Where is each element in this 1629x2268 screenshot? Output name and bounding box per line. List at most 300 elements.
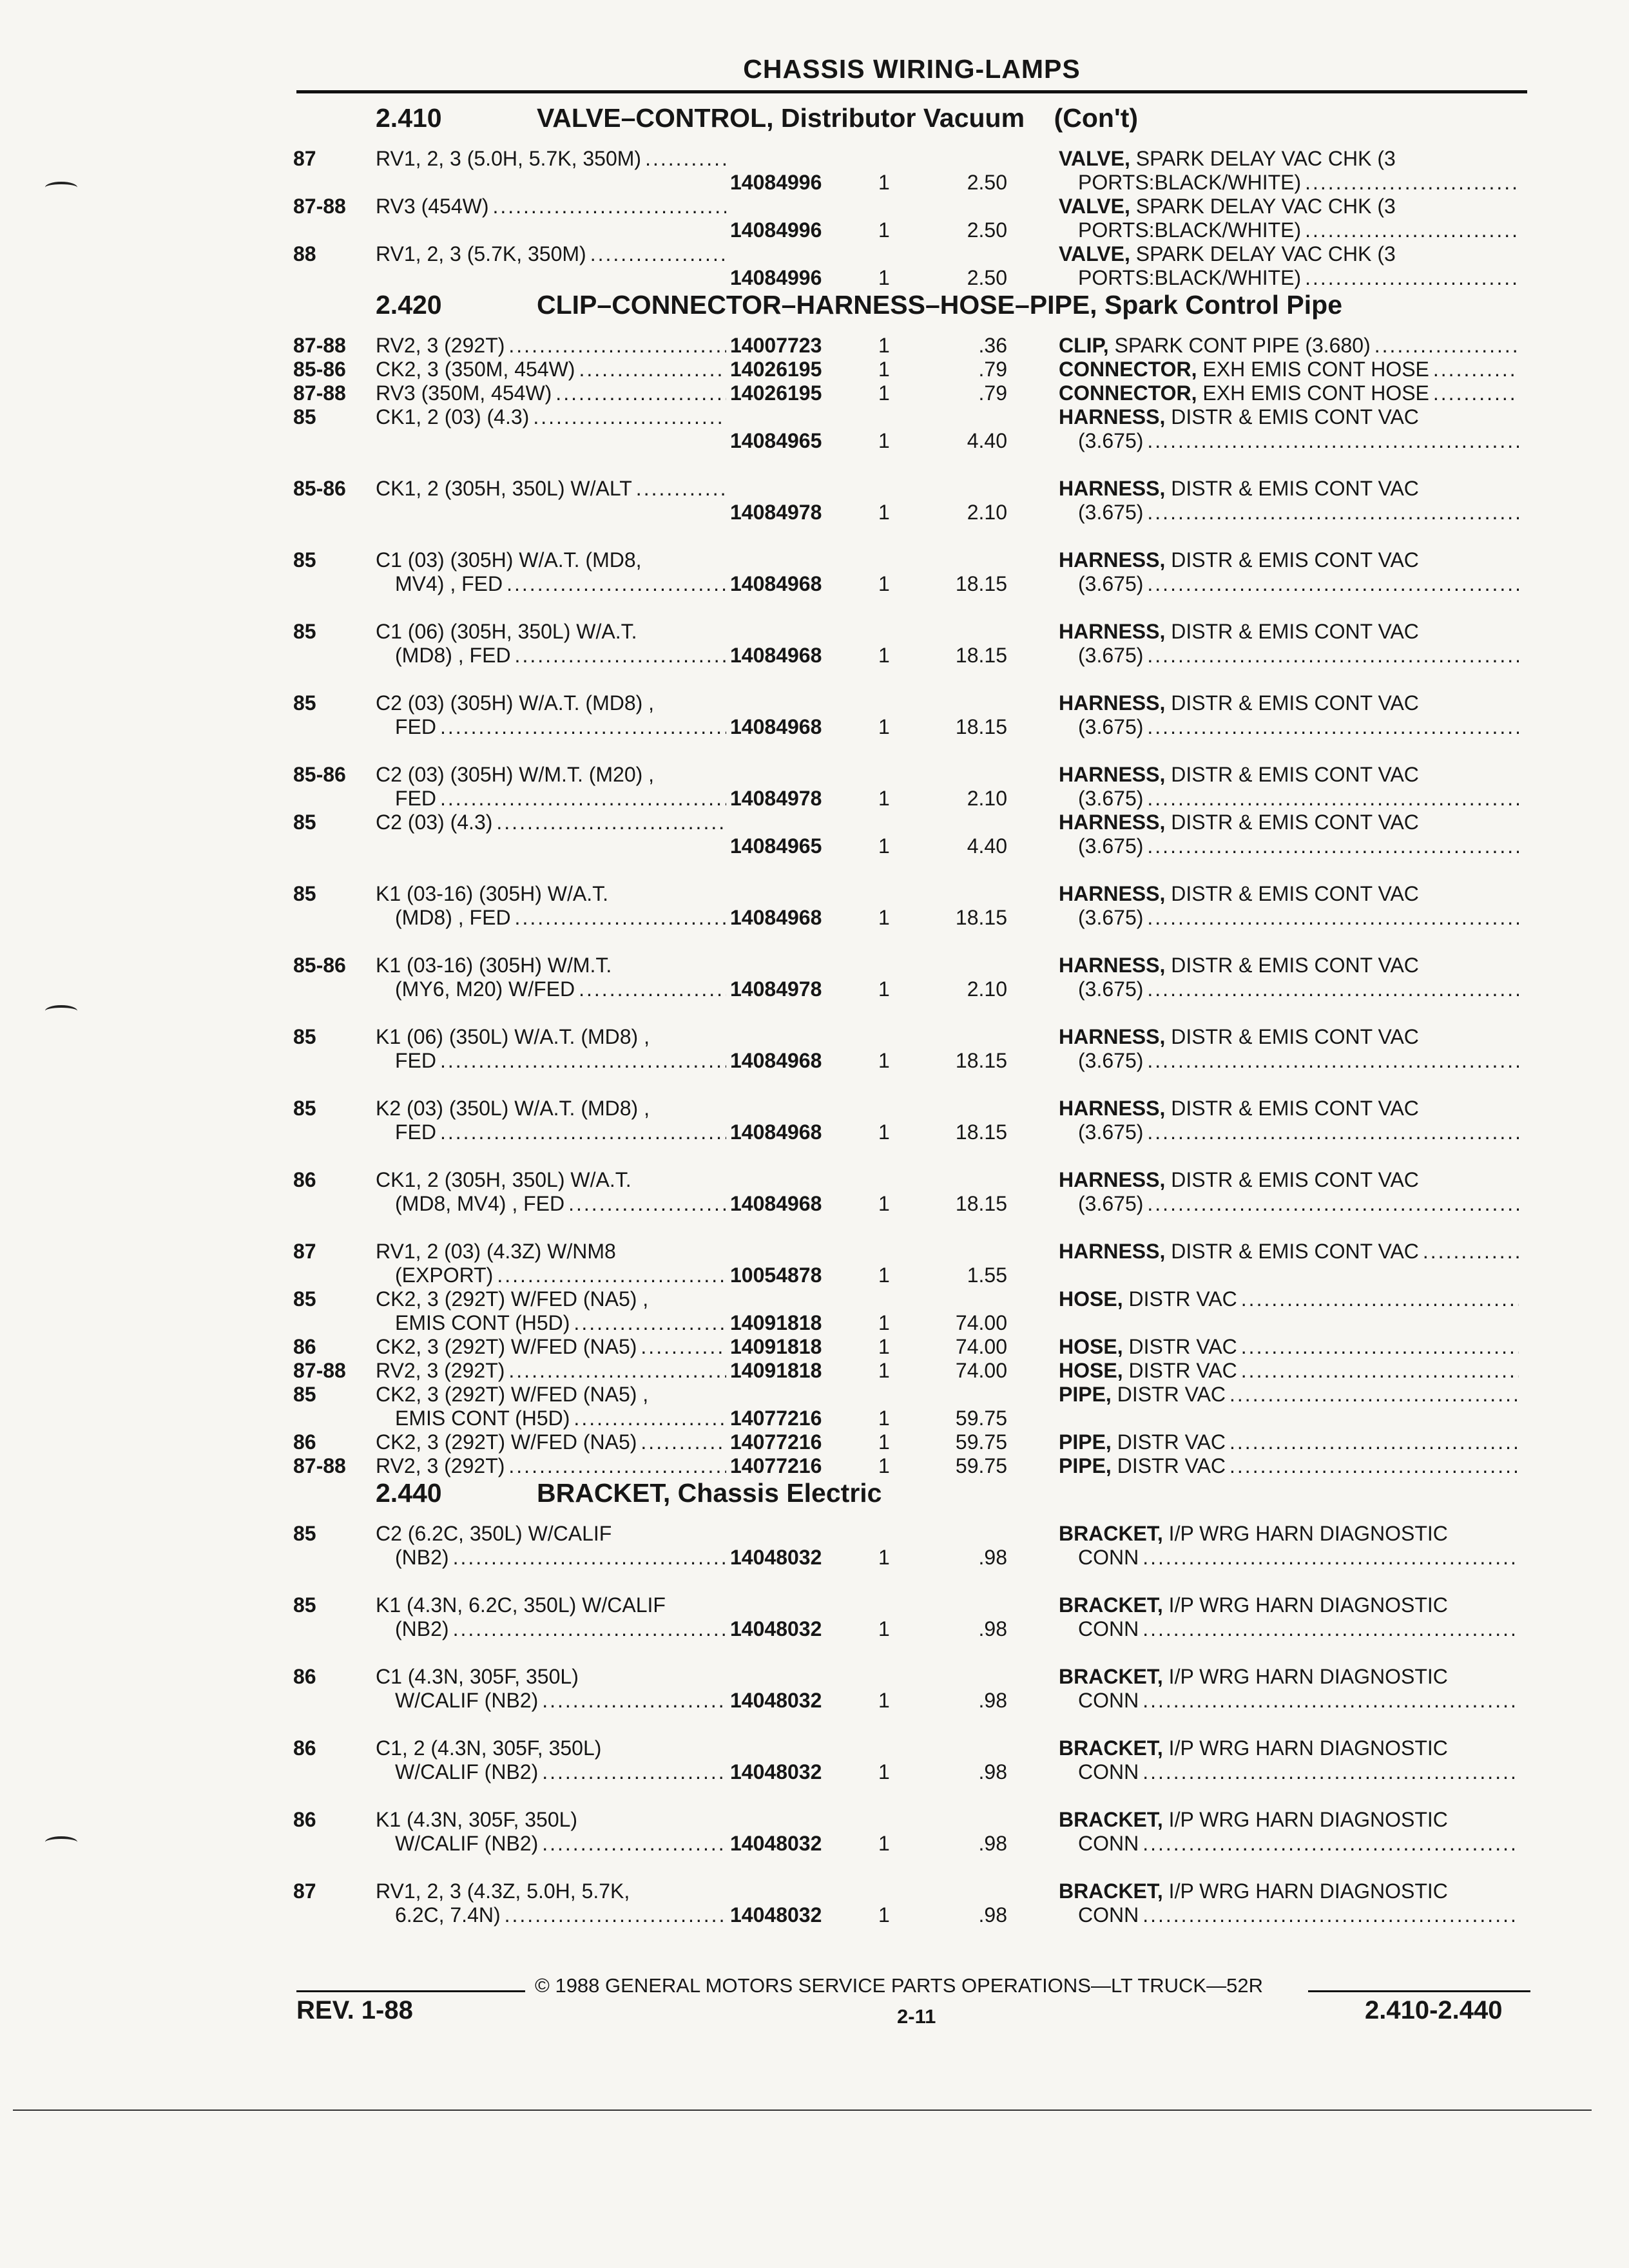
- dot-leader: [1241, 1287, 1519, 1311]
- table-row: [293, 477, 1537, 524]
- description-line: [1059, 381, 1523, 405]
- table-row: [293, 882, 1537, 930]
- description-line: [1059, 1025, 1523, 1049]
- quantity: 1: [878, 1832, 890, 1855]
- application: [376, 1593, 730, 1641]
- description-text: PORTS:BLACK/WHITE): [1078, 218, 1302, 242]
- quantity: 1: [878, 1264, 890, 1287]
- quantity: 1: [878, 977, 890, 1001]
- part-name: CONNECTOR,: [1059, 358, 1197, 381]
- application-text: CK1, 2 (305H, 350L) W/A.T.: [376, 1168, 631, 1191]
- application: [376, 1359, 730, 1383]
- dot-leader: [1147, 1049, 1519, 1073]
- section-title: CLIP–CONNECTOR–HARNESS–HOSE–PIPE, Spark Control Pipe: [537, 290, 1343, 320]
- part-number: 14084965: [730, 429, 822, 452]
- price: 74.00: [955, 1311, 1007, 1334]
- application-text: (MY6, M20) W/FED: [395, 977, 575, 1001]
- application: [376, 405, 730, 429]
- part-number: 14084996: [730, 171, 822, 194]
- description-text: DISTR & EMIS CONT VAC: [1171, 882, 1419, 905]
- quantity: 1: [878, 1689, 890, 1712]
- application-line: [376, 147, 730, 171]
- description-line: [1059, 1760, 1523, 1784]
- application: [376, 358, 730, 381]
- description-text: DISTR VAC: [1117, 1454, 1226, 1477]
- dot-leader: [641, 1335, 726, 1359]
- part-number: 14084978: [730, 787, 822, 810]
- price: 18.15: [955, 715, 1007, 738]
- table-row: [293, 1335, 1537, 1359]
- price: .36: [978, 334, 1007, 357]
- section-title: BRACKET, Chassis Electric: [537, 1478, 882, 1508]
- description-line: [1059, 1192, 1523, 1216]
- part-number: 14048032: [730, 1617, 822, 1640]
- description-line: [1059, 1120, 1523, 1144]
- part-name: VALVE,: [1059, 147, 1130, 170]
- description-line: [1059, 763, 1523, 787]
- description-text: DISTR & EMIS CONT VAC: [1171, 1168, 1419, 1191]
- description-text: DISTR VAC: [1128, 1359, 1237, 1382]
- application-line: [376, 405, 730, 429]
- dot-leader: [1147, 572, 1519, 596]
- table-row: [293, 620, 1537, 668]
- description: [1059, 811, 1523, 858]
- application-line: [376, 811, 730, 834]
- description-text: (3.675): [1078, 1192, 1144, 1215]
- dot-leader: [1147, 501, 1519, 524]
- description-line: [1059, 1049, 1523, 1073]
- description-text: (3.675): [1078, 644, 1144, 667]
- part-name: PIPE,: [1059, 1454, 1112, 1477]
- application-line: [376, 1359, 730, 1383]
- table-row: [293, 1879, 1537, 1927]
- application-text: (MD8, MV4) , FED: [395, 1192, 565, 1215]
- table-row: [293, 358, 1537, 381]
- description-text: (3.675): [1078, 906, 1144, 929]
- description-text: (3.675): [1078, 501, 1144, 524]
- description-line: [1059, 266, 1523, 290]
- description: [1059, 405, 1523, 453]
- application-text: C1 (4.3N, 305F, 350L): [376, 1665, 579, 1688]
- description-text: DISTR & EMIS CONT VAC: [1171, 405, 1419, 428]
- dot-leader: [496, 811, 726, 834]
- description-line: [1059, 1383, 1523, 1407]
- footer-page-number: 2-11: [897, 2005, 936, 2028]
- part-number: 14084996: [730, 266, 822, 289]
- part-name: HARNESS,: [1059, 882, 1166, 905]
- part-name: CONNECTOR,: [1059, 381, 1197, 405]
- description: [1059, 1359, 1523, 1383]
- application-line: [376, 906, 730, 930]
- application-line: [376, 1454, 730, 1478]
- model-year: 85: [293, 1593, 316, 1617]
- description-line: [1059, 1430, 1523, 1454]
- application-text: W/CALIF (NB2): [395, 1689, 539, 1712]
- model-year: 86: [293, 1808, 316, 1831]
- price: 1.55: [967, 1264, 1007, 1287]
- description-text: I/P WRG HARN DIAGNOSTIC: [1168, 1736, 1448, 1760]
- part-name: VALVE,: [1059, 242, 1130, 265]
- dot-leader: [1229, 1383, 1519, 1407]
- dot-leader: [1374, 334, 1519, 358]
- quantity: 1: [878, 171, 890, 194]
- quantity: 1: [878, 381, 890, 405]
- application-text: W/CALIF (NB2): [395, 1760, 539, 1783]
- application: [376, 954, 730, 1001]
- part-number: 14084978: [730, 501, 822, 524]
- model-year: 87: [293, 147, 316, 170]
- description-line: [1059, 242, 1523, 266]
- header-rule: [296, 90, 1527, 93]
- model-year: 86: [293, 1665, 316, 1688]
- dot-leader: [1142, 1760, 1519, 1784]
- application-text: 6.2C, 7.4N): [395, 1903, 501, 1927]
- model-year: 85: [293, 1522, 316, 1545]
- application-line: [376, 1546, 730, 1570]
- table-row: [293, 811, 1537, 858]
- description-text: DISTR & EMIS CONT VAC: [1171, 1097, 1419, 1120]
- description-text: DISTR VAC: [1117, 1430, 1226, 1454]
- application-line: [376, 1335, 730, 1359]
- quantity: 1: [878, 1903, 890, 1927]
- description-line: [1059, 477, 1523, 501]
- application-text: K2 (03) (350L) W/A.T. (MD8) ,: [376, 1097, 650, 1120]
- description-text: DISTR & EMIS CONT VAC: [1171, 477, 1419, 500]
- application-line: [376, 1168, 730, 1192]
- model-year: 87: [293, 1240, 316, 1263]
- description-line: [1059, 334, 1523, 358]
- description-line: [1059, 548, 1523, 572]
- dot-leader: [1305, 266, 1519, 290]
- parts-catalog: [293, 103, 1537, 1951]
- dot-leader: [645, 147, 726, 171]
- part-name: BRACKET,: [1059, 1665, 1163, 1688]
- model-year: 85: [293, 1287, 316, 1311]
- table-row: [293, 1454, 1537, 1478]
- description-line: [1059, 1593, 1523, 1617]
- part-number: 14091818: [730, 1335, 822, 1358]
- quantity: 1: [878, 1617, 890, 1640]
- quantity: 1: [878, 1407, 890, 1430]
- application-text: K1 (06) (350L) W/A.T. (MD8) ,: [376, 1025, 650, 1048]
- application-line: [376, 1407, 730, 1430]
- price: 2.50: [967, 266, 1007, 289]
- application-line: [376, 1522, 730, 1546]
- application-text: FED: [395, 1120, 436, 1144]
- quantity: 1: [878, 1430, 890, 1454]
- model-year: 86: [293, 1335, 316, 1358]
- table-row: [293, 1168, 1537, 1216]
- application: [376, 477, 730, 501]
- application-line: [376, 1879, 730, 1903]
- table-row: [293, 147, 1537, 195]
- application-text: C2 (03) (305H) W/M.T. (M20) ,: [376, 763, 655, 786]
- part-number: 14048032: [730, 1760, 822, 1783]
- application-line: [376, 763, 730, 787]
- dot-leader: [579, 358, 726, 381]
- description-text: DISTR & EMIS CONT VAC: [1171, 548, 1419, 572]
- application: [376, 1665, 730, 1713]
- part-number: 14084978: [730, 977, 822, 1001]
- application: [376, 691, 730, 739]
- description-text: SPARK DELAY VAC CHK (3: [1135, 147, 1396, 170]
- dot-leader: [453, 1546, 726, 1570]
- quantity: 1: [878, 1120, 890, 1144]
- part-name: BRACKET,: [1059, 1808, 1163, 1831]
- dot-leader: [506, 572, 726, 596]
- description-line: [1059, 1522, 1523, 1546]
- description-text: DISTR & EMIS CONT VAC: [1171, 954, 1419, 977]
- description-text: SPARK DELAY VAC CHK (3: [1135, 195, 1396, 218]
- part-number: 14077216: [730, 1430, 822, 1454]
- application-line: [376, 1311, 730, 1335]
- part-name: VALVE,: [1059, 195, 1130, 218]
- model-year: 85: [293, 811, 316, 834]
- description: [1059, 1097, 1523, 1144]
- part-number: 14084968: [730, 715, 822, 738]
- description-line: [1059, 1665, 1523, 1689]
- quantity: 1: [878, 218, 890, 242]
- application-line: [376, 381, 730, 405]
- application-text: C2 (03) (305H) W/A.T. (MD8) ,: [376, 691, 655, 715]
- application: [376, 1287, 730, 1335]
- description-line: [1059, 218, 1523, 242]
- quantity: 1: [878, 358, 890, 381]
- description-text: I/P WRG HARN DIAGNOSTIC: [1168, 1808, 1448, 1831]
- price: 4.40: [967, 429, 1007, 452]
- table-row: [293, 1522, 1537, 1570]
- application-line: [376, 1192, 730, 1216]
- price: .98: [978, 1689, 1007, 1712]
- description-text: DISTR & EMIS CONT VAC: [1171, 1025, 1419, 1048]
- part-name: HARNESS,: [1059, 1025, 1166, 1048]
- application-line: [376, 477, 730, 501]
- table-row: [293, 1593, 1537, 1641]
- application-text: RV2, 3 (292T): [376, 1454, 505, 1477]
- part-number: 14091818: [730, 1311, 822, 1334]
- description-line: [1059, 691, 1523, 715]
- footer-revision: REV. 1-88: [296, 1996, 413, 2024]
- dot-leader: [568, 1192, 726, 1216]
- description-text: CONN: [1078, 1617, 1139, 1640]
- part-name: HARNESS,: [1059, 1097, 1166, 1120]
- part-number: 14084965: [730, 834, 822, 858]
- description-line: [1059, 977, 1523, 1001]
- price: .79: [978, 381, 1007, 405]
- description: [1059, 1808, 1523, 1856]
- application-line: [376, 691, 730, 715]
- price: 4.40: [967, 834, 1007, 858]
- description-text: (3.675): [1078, 572, 1144, 595]
- table-row: [293, 691, 1537, 739]
- application-line: [376, 334, 730, 358]
- price: .98: [978, 1903, 1007, 1927]
- description: [1059, 1665, 1523, 1713]
- model-year: 87: [293, 1879, 316, 1903]
- application-text: RV1, 2 (03) (4.3Z) W/NM8: [376, 1240, 616, 1263]
- application-text: (EXPORT): [395, 1264, 494, 1287]
- model-year: 86: [293, 1430, 316, 1454]
- application: [376, 620, 730, 668]
- description: [1059, 195, 1523, 242]
- description-text: EXH EMIS CONT HOSE: [1202, 358, 1429, 381]
- dot-leader: [508, 1454, 726, 1478]
- price: 18.15: [955, 1192, 1007, 1215]
- description: [1059, 882, 1523, 930]
- model-year: 85-86: [293, 763, 346, 786]
- description-text: I/P WRG HARN DIAGNOSTIC: [1168, 1522, 1448, 1545]
- application-line: [376, 1760, 730, 1784]
- table-row: [293, 405, 1537, 453]
- table-row: [293, 1383, 1537, 1430]
- part-name: BRACKET,: [1059, 1879, 1163, 1903]
- part-name: PIPE,: [1059, 1430, 1112, 1454]
- table-row: [293, 1808, 1537, 1856]
- description-line: [1059, 834, 1523, 858]
- dot-leader: [1147, 977, 1519, 1001]
- model-year: 85: [293, 1025, 316, 1048]
- table-row: [293, 1240, 1537, 1287]
- quantity: 1: [878, 266, 890, 289]
- application-text: RV2, 3 (292T): [376, 1359, 505, 1382]
- part-name: HARNESS,: [1059, 405, 1166, 428]
- description-line: [1059, 147, 1523, 171]
- quantity: 1: [878, 906, 890, 929]
- dot-leader: [1142, 1617, 1519, 1641]
- application-text: (MD8) , FED: [395, 644, 511, 667]
- description-line: [1059, 882, 1523, 906]
- description-text: EXH EMIS CONT HOSE: [1202, 381, 1429, 405]
- price: 59.75: [955, 1454, 1007, 1477]
- description: [1059, 1522, 1523, 1570]
- table-row: [293, 1097, 1537, 1144]
- description: [1059, 381, 1523, 405]
- application-line: [376, 1097, 730, 1120]
- table-row: [293, 1287, 1537, 1335]
- description-line: [1059, 1287, 1523, 1311]
- application-line: [376, 1120, 730, 1144]
- footer-copyright: © 1988 GENERAL MOTORS SERVICE PARTS OPERATIONS—LT TRUCK—52R: [535, 1974, 1263, 1997]
- description-line: [1059, 572, 1523, 596]
- quantity: 1: [878, 334, 890, 357]
- description: [1059, 548, 1523, 596]
- quantity: 1: [878, 1049, 890, 1072]
- dot-leader: [542, 1832, 726, 1856]
- price: 2.10: [967, 787, 1007, 810]
- dot-leader: [579, 977, 726, 1001]
- description-text: I/P WRG HARN DIAGNOSTIC: [1168, 1593, 1448, 1617]
- application-text: C2 (03) (4.3): [376, 811, 493, 834]
- price: 18.15: [955, 1049, 1007, 1072]
- model-year: 85-86: [293, 358, 346, 381]
- dot-leader: [505, 1903, 726, 1927]
- quantity: 1: [878, 715, 890, 738]
- table-row: [293, 242, 1537, 290]
- section-number: 2.440: [376, 1478, 442, 1508]
- description: [1059, 147, 1523, 195]
- description-line: [1059, 171, 1523, 195]
- part-number: 14048032: [730, 1832, 822, 1855]
- description: [1059, 1879, 1523, 1927]
- application: [376, 548, 730, 596]
- application-line: [376, 195, 730, 218]
- description-line: [1059, 429, 1523, 453]
- application-text: RV1, 2, 3 (4.3Z, 5.0H, 5.7K,: [376, 1879, 630, 1903]
- part-name: HARNESS,: [1059, 1168, 1166, 1191]
- description-line: [1059, 1454, 1523, 1478]
- part-name: HARNESS,: [1059, 620, 1166, 643]
- model-year: 85: [293, 405, 316, 428]
- description-text: (3.675): [1078, 977, 1144, 1001]
- dot-leader: [542, 1760, 726, 1784]
- description-text: (3.675): [1078, 1120, 1144, 1144]
- application-text: CK1, 2 (03) (4.3): [376, 405, 530, 428]
- table-row: [293, 1665, 1537, 1713]
- application-text: C1, 2 (4.3N, 305F, 350L): [376, 1736, 602, 1760]
- description: [1059, 1240, 1523, 1264]
- part-number: 14084968: [730, 906, 822, 929]
- description-text: PORTS:BLACK/WHITE): [1078, 171, 1302, 194]
- application-line: [376, 1689, 730, 1713]
- model-year: 88: [293, 242, 316, 265]
- description-text: PORTS:BLACK/WHITE): [1078, 266, 1302, 289]
- description-line: [1059, 1359, 1523, 1383]
- application-text: K1 (4.3N, 6.2C, 350L) W/CALIF: [376, 1593, 666, 1617]
- dot-leader: [1305, 218, 1519, 242]
- table-row: [293, 334, 1537, 358]
- application-text: C1 (06) (305H, 350L) W/A.T.: [376, 620, 637, 643]
- description-text: DISTR & EMIS CONT VAC: [1171, 763, 1419, 786]
- part-number: 14084996: [730, 218, 822, 242]
- model-year: 85-86: [293, 954, 346, 977]
- part-number: 14048032: [730, 1903, 822, 1927]
- quantity: 1: [878, 1335, 890, 1358]
- application-line: [376, 954, 730, 977]
- part-number: 14077216: [730, 1407, 822, 1430]
- price: 59.75: [955, 1407, 1007, 1430]
- dot-leader: [1142, 1832, 1519, 1856]
- part-name: HOSE,: [1059, 1359, 1123, 1382]
- application-text: RV1, 2, 3 (5.7K, 350M): [376, 242, 586, 265]
- application-text: RV3 (350M, 454W): [376, 381, 552, 405]
- quantity: 1: [878, 644, 890, 667]
- application-line: [376, 1736, 730, 1760]
- dot-leader: [1241, 1335, 1519, 1359]
- part-number: 10054878: [730, 1264, 822, 1287]
- description-text: SPARK DELAY VAC CHK (3: [1135, 242, 1396, 265]
- table-row: [293, 548, 1537, 596]
- quantity: 1: [878, 1546, 890, 1569]
- quantity: 1: [878, 429, 890, 452]
- price: 2.50: [967, 171, 1007, 194]
- part-number: 14084968: [730, 572, 822, 595]
- dot-leader: [515, 906, 726, 930]
- price: 18.15: [955, 1120, 1007, 1144]
- description-text: DISTR & EMIS CONT VAC: [1171, 620, 1419, 643]
- description: [1059, 1454, 1523, 1478]
- application-line: [376, 1617, 730, 1641]
- quantity: 1: [878, 1311, 890, 1334]
- part-number: 14084968: [730, 1192, 822, 1215]
- dot-leader: [1305, 171, 1519, 195]
- application-text: C2 (6.2C, 350L) W/CALIF: [376, 1522, 612, 1545]
- description: [1059, 1025, 1523, 1073]
- part-name: HOSE,: [1059, 1335, 1123, 1358]
- model-year: 86: [293, 1168, 316, 1191]
- description-line: [1059, 1546, 1523, 1570]
- part-name: BRACKET,: [1059, 1736, 1163, 1760]
- part-number: 14084968: [730, 644, 822, 667]
